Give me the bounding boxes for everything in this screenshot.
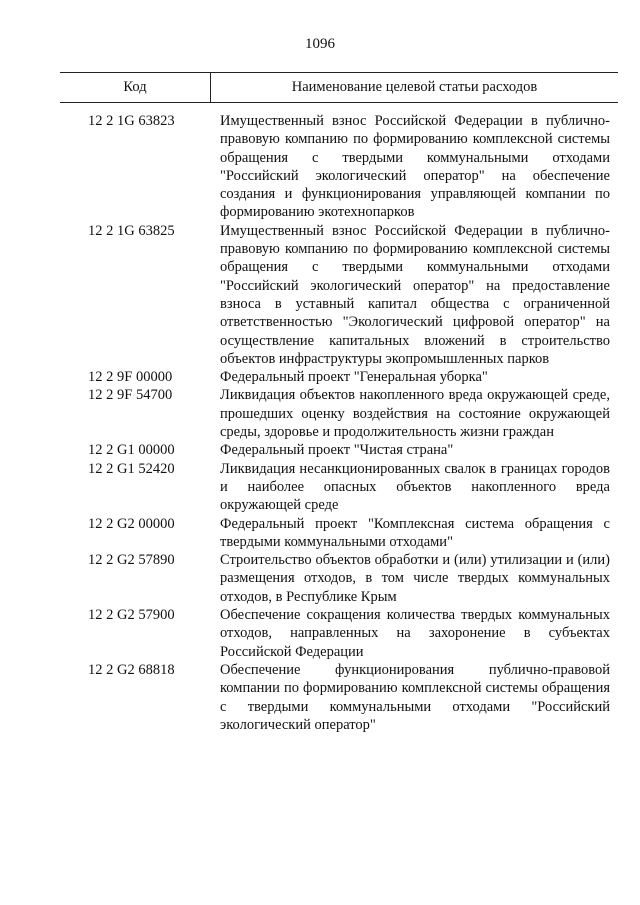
row-name: Федеральный проект "Генеральная уборка"	[220, 369, 488, 386]
row-code: 12 2 9F 54700	[88, 387, 173, 404]
table-row	[60, 606, 618, 661]
header-code: Код	[123, 79, 147, 95]
row-name: Федеральный проект "Комплексная система обращения с твердыми коммунальными отходами"	[220, 515, 610, 550]
row-code: 12 2 G2 57890	[88, 552, 175, 569]
table-row	[60, 551, 618, 606]
row-code: 12 2 1G 63823	[88, 113, 175, 129]
row-name: Имущественный взнос Российской Федерации в публично-правовую компанию по формированию комплексной системы обращения с твердыми коммунальными отходами "Российский экологический оператор" на обеспечение создания и функционирования управляющей компании по формированию экотехнопарков	[220, 113, 610, 221]
table-row	[60, 460, 618, 515]
row-name: Обеспечение функционирования публично-правовой компании по формированию комплексной системы обращения с твердыми коммунальными отходами "Российский экологический оператор"	[220, 661, 610, 733]
table-row	[60, 441, 618, 459]
row-code: 12 2 1G 63825	[88, 222, 175, 239]
row-code: 12 2 9F 00000	[88, 369, 173, 386]
table-row	[60, 222, 618, 368]
page-number: 1096	[305, 36, 335, 52]
row-name: Ликвидация несанкционированных свалок в границах городов и наиболее опасных объектов накопленного вреда окружающей среде	[220, 460, 610, 514]
row-code: 12 2 G1 00000	[88, 442, 175, 459]
table-row	[60, 368, 618, 386]
row-name: Федеральный проект "Чистая страна"	[220, 442, 454, 459]
header-name: Наименование целевой статьи расходов	[291, 79, 538, 95]
row-name: Имущественный взнос Российской Федерации в публично-правовую компанию по формированию комплексной системы обращения с твердыми коммунальными отходами "Российский экологический оператор" на предоставление взноса в уставный капитал общества с ограниченной ответственностью "Экологический цифровой оператор" на осуществление капитальных вложений в строительство объектов инфраструктуры экопромышленных парков	[220, 222, 610, 367]
row-code: 12 2 G2 00000	[88, 515, 175, 532]
row-code: 12 2 G2 57900	[88, 607, 175, 624]
table-body	[60, 112, 618, 734]
row-name: Обеспечение сокращения количества твердых коммунальных отходов, направленных на захоронение в субъектах Российской Федерации	[220, 607, 610, 660]
table-header	[60, 72, 618, 103]
table-row	[60, 112, 618, 222]
row-code: 12 2 G2 68818	[88, 661, 175, 678]
table-row	[60, 661, 618, 734]
table-row	[60, 515, 618, 552]
table-row	[60, 386, 618, 441]
row-name: Строительство объектов обработки и (или) утилизации и (или) размещения отходов, в том числе твердых коммунальных отходов, в Республике Крым	[220, 552, 610, 605]
row-name: Ликвидация объектов накопленного вреда окружающей среде, прошедших оценку воздействия на состояние окружающей среды, здоровье и продолжительность жизни граждан	[220, 387, 610, 441]
row-code: 12 2 G1 52420	[88, 460, 175, 477]
